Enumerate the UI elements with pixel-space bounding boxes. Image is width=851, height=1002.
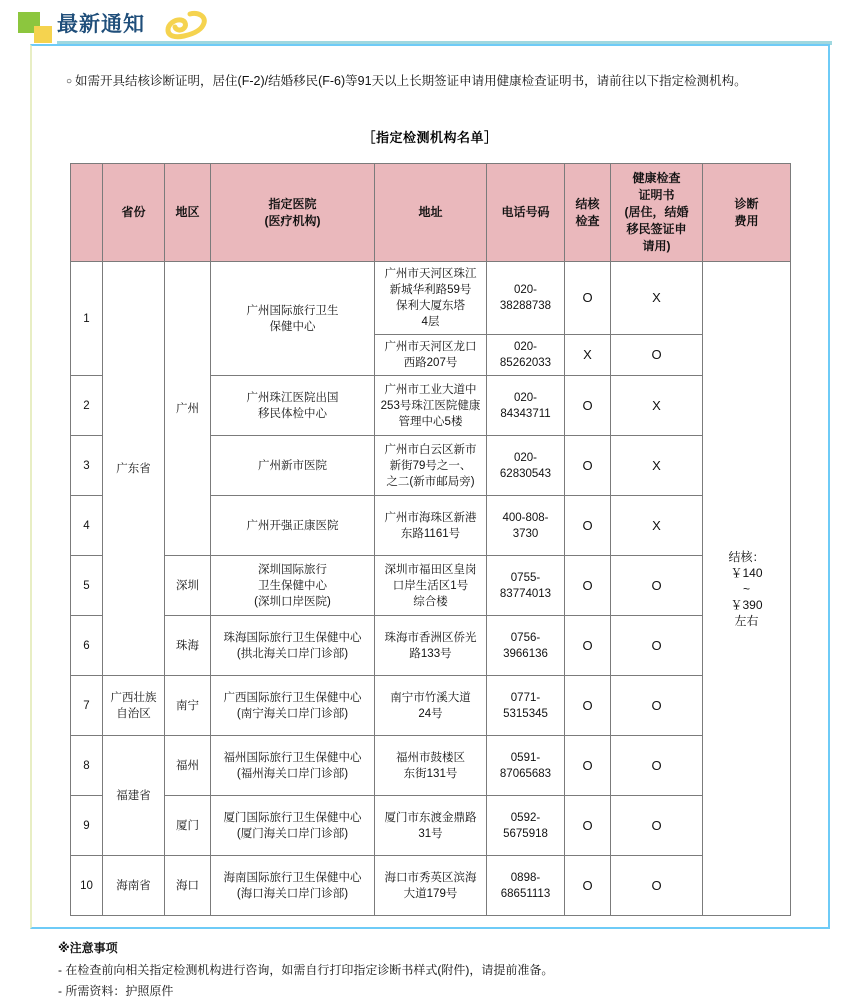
phone-line2: 62830543 <box>499 467 552 480</box>
notes-line-1: - 在检查前向相关指定检测机构进行咨询，如需自行打印指定诊断书样式(附件)，请提前准备。 <box>58 963 554 977</box>
phone-line1: 020- <box>513 391 538 404</box>
province-line1: 广西壮族 <box>110 691 157 704</box>
hospital-line1: 广州开强正康医院 <box>246 519 339 532</box>
cell-tb-test: O <box>565 262 611 335</box>
hospital-line1: 厦门国际旅行卫生保健中心 <box>223 811 362 824</box>
address-line2: 253号珠江医院健康 <box>380 399 481 412</box>
cell-province-guangxi <box>103 676 165 736</box>
phone-line1: 020- <box>513 451 538 464</box>
hospital-line1: 广州珠江医院出国 <box>246 391 339 404</box>
address-line1: 福州市鼓楼区 <box>396 751 465 764</box>
address-line2: 口岸生活区1号 <box>392 579 469 592</box>
table-row <box>71 676 791 736</box>
column-header-tb-line1: 结核 <box>575 196 600 211</box>
agencies-table-wrapper <box>70 163 790 916</box>
phone-line1: 0771- <box>510 691 541 704</box>
cell-health-certificate: O <box>611 556 703 616</box>
address-line2: 24号 <box>418 707 443 720</box>
fee-line1: 结核： <box>728 549 765 564</box>
phone-line2: 3730 <box>512 527 539 540</box>
cell-phone <box>487 556 565 616</box>
phone-line1: 0756- <box>510 631 541 644</box>
hospital-line2: (南宁海关口岸门诊部) <box>236 707 349 720</box>
hospital-line2: (拱北海关口岸门诊部) <box>236 647 349 660</box>
phone-line2: 83774013 <box>499 587 552 600</box>
cell-number: 6 <box>71 616 103 676</box>
cell-health-certificate: X <box>611 376 703 436</box>
column-header-cert-line4: 移民签证申 <box>626 222 687 236</box>
address-line2: 31号 <box>418 827 443 840</box>
cell-phone <box>487 676 565 736</box>
address-line3: 管理中心5楼 <box>398 415 463 428</box>
column-header-tb-test <box>565 164 611 262</box>
cell-city-haikou: 海口 <box>165 856 211 916</box>
cell-health-certificate: X <box>611 436 703 496</box>
cell-number: 9 <box>71 796 103 856</box>
address-line2: 大道179号 <box>403 887 458 900</box>
cell-address <box>375 496 487 556</box>
cell-city-nanning: 南宁 <box>165 676 211 736</box>
phone-line2: 38288738 <box>499 300 552 312</box>
cell-hospital <box>211 796 375 856</box>
cell-tb-test: O <box>565 736 611 796</box>
cell-hospital <box>211 616 375 676</box>
cell-hospital <box>211 262 375 376</box>
notes-section <box>58 938 828 1002</box>
cell-address <box>375 856 487 916</box>
address-line1: 深圳市福田区皇岗 <box>384 563 477 576</box>
phone-line1: 020- <box>513 341 538 353</box>
hospital-line1: 广西国际旅行卫生保健中心 <box>223 691 362 704</box>
intro-paragraph <box>66 72 828 91</box>
cell-hospital <box>211 436 375 496</box>
ribbon-icon <box>160 8 210 44</box>
cell-health-certificate: O <box>611 736 703 796</box>
cell-number: 5 <box>71 556 103 616</box>
phone-line1: 0755- <box>510 571 541 584</box>
intro-text: 如需开具结核诊断证明，居住(F-2)/结婚移民(F-6)等91天以上长期签证申请用健康检查证明书，请前往以下指定检测机构。 <box>75 74 747 88</box>
cell-address <box>375 796 487 856</box>
phone-line1: 0898- <box>510 871 541 884</box>
hospital-line2: (厦门海关口岸门诊部) <box>236 827 349 840</box>
cell-phone <box>487 616 565 676</box>
cell-tb-test: O <box>565 796 611 856</box>
phone-line2: 87065683 <box>499 767 552 780</box>
cell-address <box>375 436 487 496</box>
cell-city-xiamen: 厦门 <box>165 796 211 856</box>
address-line2: 路133号 <box>409 647 452 660</box>
cell-city-guangzhou: 广州 <box>165 262 211 556</box>
column-header-cert-line1: 健康检查 <box>632 171 681 185</box>
cell-tb-test: O <box>565 436 611 496</box>
cell-number: 1 <box>71 262 103 376</box>
column-header-region: 地区 <box>165 164 211 262</box>
hospital-line1: 广州新市医院 <box>258 459 327 472</box>
address-line1: 海口市秀英区滨海 <box>384 871 477 884</box>
hospital-line2: 保健中心 <box>269 320 316 333</box>
phone-line2: 3966136 <box>503 647 548 660</box>
province-line2: 自治区 <box>116 707 151 720</box>
cell-tb-test: O <box>565 856 611 916</box>
cell-health-certificate: O <box>611 676 703 736</box>
table-row <box>71 856 791 916</box>
cell-province-guangdong: 广东省 <box>103 262 165 676</box>
address-line1: 广州市天河区珠江 <box>384 268 477 280</box>
cell-address <box>375 335 487 376</box>
cell-health-certificate: O <box>611 856 703 916</box>
cell-health-certificate: O <box>611 335 703 376</box>
cell-city-zhuhai: 珠海 <box>165 616 211 676</box>
column-header-hospital-line2: (医疗机构) <box>264 213 321 228</box>
column-header-fee-line1: 诊断 <box>734 196 759 211</box>
page-title: 最新通知 <box>57 13 145 36</box>
address-line2: 东路1161号 <box>400 527 461 540</box>
cell-city-fuzhou: 福州 <box>165 736 211 796</box>
table-row <box>71 796 791 856</box>
hospital-line1: 深圳国际旅行 <box>258 563 327 576</box>
cell-number: 7 <box>71 676 103 736</box>
cell-tb-test: O <box>565 676 611 736</box>
column-header-cert-line5: 请用) <box>642 239 671 253</box>
cell-health-certificate: X <box>611 496 703 556</box>
phone-line1: 400-808- <box>502 511 549 524</box>
cell-phone <box>487 856 565 916</box>
cell-number: 4 <box>71 496 103 556</box>
phone-line2: 5675918 <box>503 827 548 840</box>
hospital-line3: (深圳口岸医院) <box>254 595 331 608</box>
hospital-line2: 卫生保健中心 <box>258 579 327 592</box>
cell-province-fujian: 福建省 <box>103 736 165 856</box>
column-header-hospital <box>211 164 375 262</box>
phone-line2: 84343711 <box>500 407 551 420</box>
cell-number: 3 <box>71 436 103 496</box>
hospital-line1: 福州国际旅行卫生保健中心 <box>223 751 362 764</box>
hospital-line2: (福州海关口岸门诊部) <box>236 767 349 780</box>
fee-line4: ￥390 <box>730 597 763 612</box>
fee-line2: ￥140 <box>730 565 763 580</box>
hospital-line1: 广州国际旅行卫生 <box>246 304 339 317</box>
table-row <box>71 556 791 616</box>
phone-line1: 020- <box>513 284 538 296</box>
address-line3: 之二(新市邮局旁) <box>386 475 475 488</box>
cell-hospital <box>211 676 375 736</box>
address-line3: 综合楼 <box>413 595 448 608</box>
address-line2: 东街131号 <box>403 767 458 780</box>
cell-tb-test: O <box>565 376 611 436</box>
notes-heading: ※注意事项 <box>58 941 118 955</box>
cell-city-shenzhen: 深圳 <box>165 556 211 616</box>
cell-number: 2 <box>71 376 103 436</box>
cell-hospital <box>211 496 375 556</box>
cell-province-hainan: 海南省 <box>103 856 165 916</box>
cell-tb-test: O <box>565 616 611 676</box>
cell-tb-test: X <box>565 335 611 376</box>
cell-address <box>375 262 487 335</box>
address-line2: 新城华利路59号 <box>389 284 472 296</box>
address-line2: 西路207号 <box>403 357 458 369</box>
designated-agencies-table <box>70 163 791 916</box>
cell-phone <box>487 335 565 376</box>
cell-number: 8 <box>71 736 103 796</box>
cell-phone <box>487 262 565 335</box>
cell-health-certificate: X <box>611 262 703 335</box>
hospital-line2: (海口海关口岸门诊部) <box>236 887 349 900</box>
phone-line2: 85262033 <box>499 357 552 369</box>
table-row <box>71 262 791 335</box>
column-header-cert-line3: (居住，结婚 <box>624 205 689 219</box>
column-header-fee-line2: 费用 <box>734 213 759 228</box>
column-header-province: 省份 <box>103 164 165 262</box>
address-line1: 南宁市竹溪大道 <box>390 691 471 704</box>
list-title: ［指定检测机构名单］ <box>362 130 498 145</box>
address-line1: 厦门市东渡金鼎路 <box>384 811 477 824</box>
column-header-cert-line2: 证明书 <box>638 188 675 202</box>
cell-phone <box>487 496 565 556</box>
phone-line1: 0591- <box>510 751 541 764</box>
cell-hospital <box>211 556 375 616</box>
column-header-phone: 电话号码 <box>487 164 565 262</box>
column-header-address: 地址 <box>375 164 487 262</box>
address-line2: 新街79号之一、 <box>389 459 472 472</box>
cell-address <box>375 676 487 736</box>
cell-address <box>375 556 487 616</box>
address-line3: 保利大厦东塔 <box>396 300 465 312</box>
address-line1: 广州市白云区新市 <box>384 443 477 456</box>
intro-bullet-icon: ○ <box>66 76 73 87</box>
column-header-health-certificate <box>611 164 703 262</box>
cell-health-certificate: O <box>611 616 703 676</box>
hospital-line1: 珠海国际旅行卫生保健中心 <box>223 631 362 644</box>
cell-phone <box>487 736 565 796</box>
cell-hospital <box>211 736 375 796</box>
table-row <box>71 616 791 676</box>
table-header-row <box>71 164 791 262</box>
address-line1: 广州市天河区龙口 <box>384 341 477 353</box>
cell-tb-test: O <box>565 496 611 556</box>
cell-phone <box>487 436 565 496</box>
phone-line1: 0592- <box>510 811 541 824</box>
phone-line2: 5315345 <box>503 707 548 720</box>
cell-address <box>375 376 487 436</box>
column-header-hospital-line1: 指定医院 <box>268 196 317 211</box>
address-line1: 广州市工业大道中 <box>384 383 477 396</box>
address-line1: 珠海市香洲区侨光 <box>384 631 477 644</box>
column-header-number <box>71 164 103 262</box>
cell-hospital <box>211 376 375 436</box>
cell-hospital <box>211 856 375 916</box>
hospital-line2: 移民体检中心 <box>258 407 327 420</box>
cell-address <box>375 616 487 676</box>
cell-number: 10 <box>71 856 103 916</box>
address-line1: 广州市海珠区新港 <box>384 511 477 524</box>
cell-health-certificate: O <box>611 796 703 856</box>
fee-line3: ~ <box>742 581 750 596</box>
cell-tb-test: O <box>565 556 611 616</box>
fee-line5: 左右 <box>734 613 759 628</box>
address-line4: 4层 <box>421 316 440 328</box>
cell-address <box>375 736 487 796</box>
phone-line2: 68651113 <box>500 887 551 900</box>
table-row <box>71 736 791 796</box>
hospital-line1: 海南国际旅行卫生保健中心 <box>223 871 362 884</box>
yellow-square-decoration <box>34 26 52 43</box>
page-header <box>0 0 851 46</box>
cell-fee <box>703 262 791 916</box>
column-header-tb-line2: 检查 <box>575 213 600 228</box>
notice-frame <box>30 44 830 998</box>
notes-line-2: - 所需资料：护照原件 <box>58 984 174 998</box>
cell-phone <box>487 376 565 436</box>
cell-phone <box>487 796 565 856</box>
column-header-fee <box>703 164 791 262</box>
